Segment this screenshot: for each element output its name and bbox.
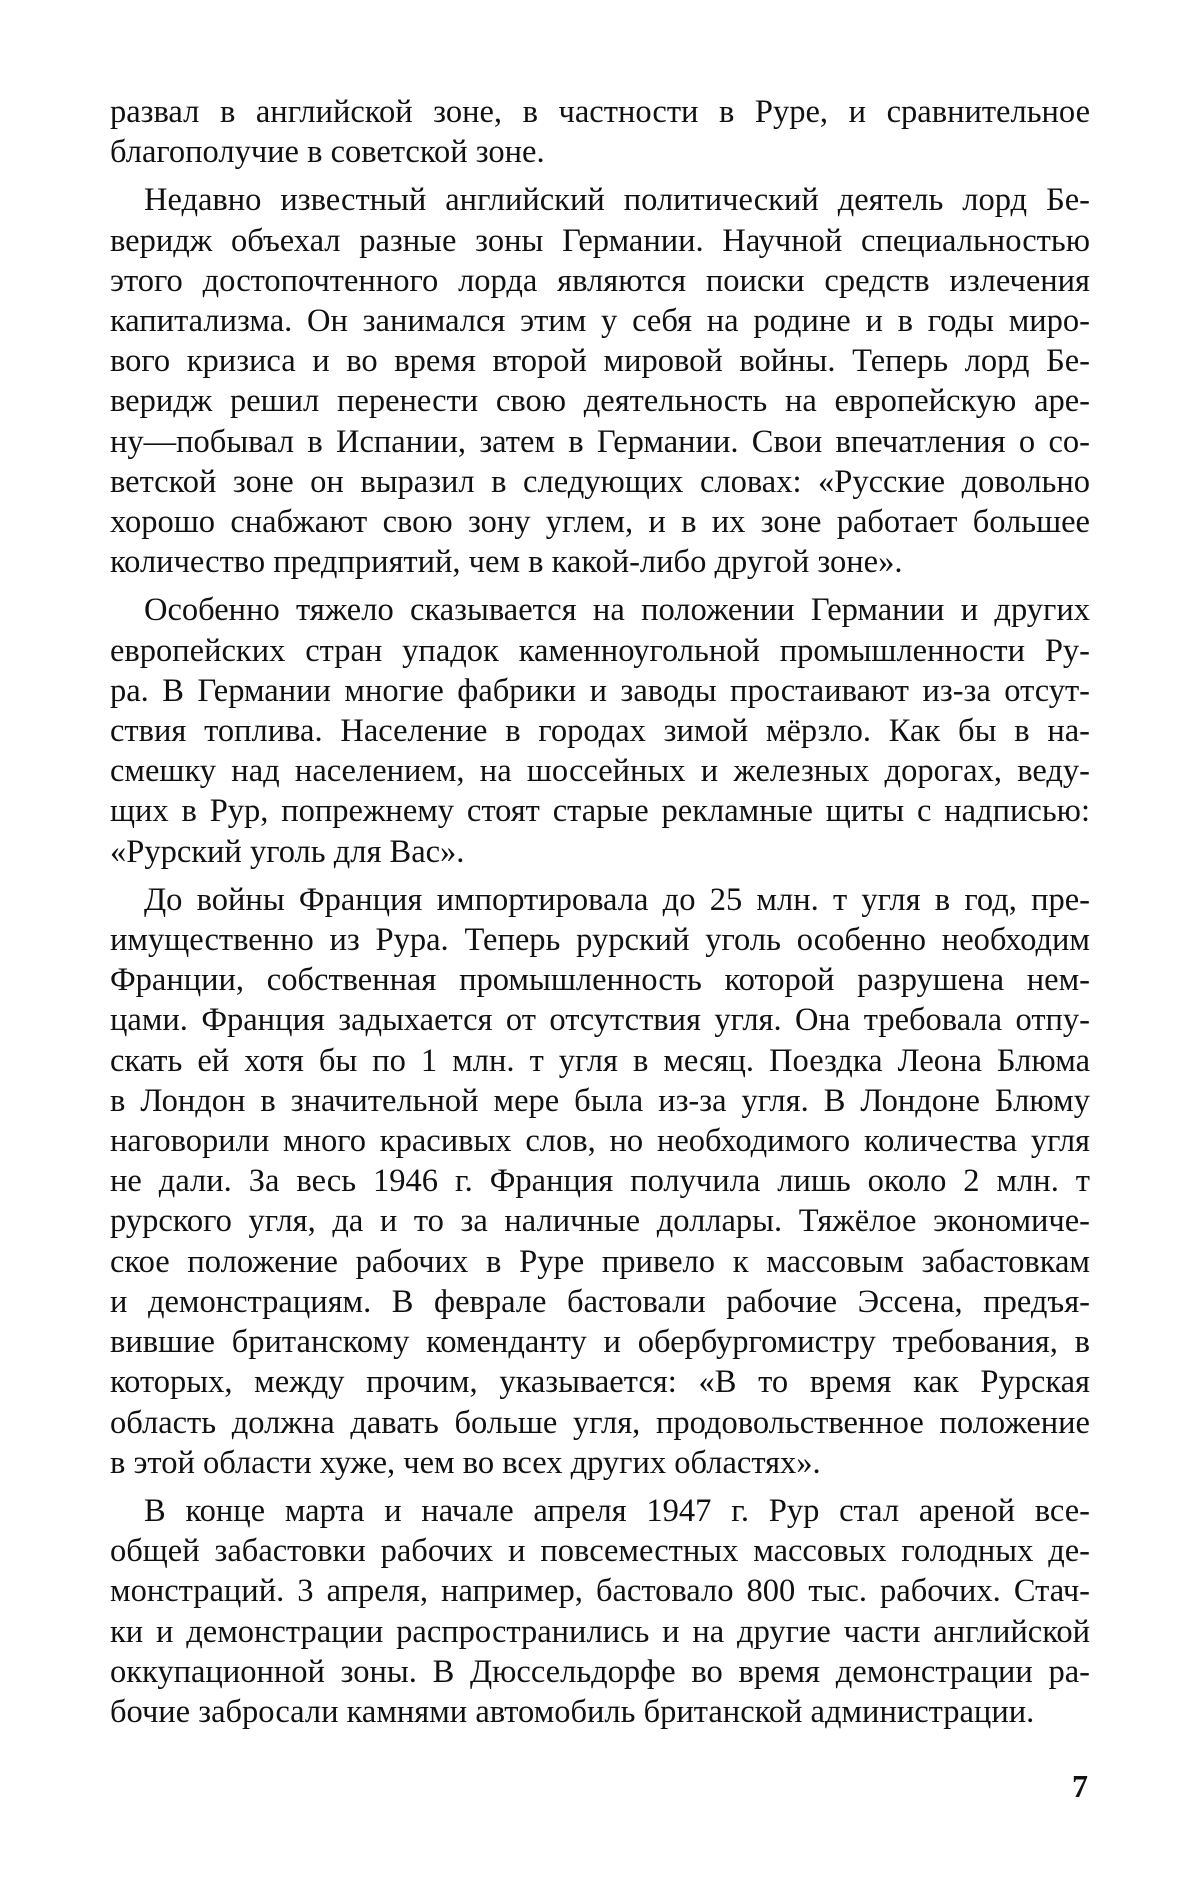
paragraph-4: [110, 880, 1090, 1483]
text-line: ствия топлива. Население в городах зимой мёрзло. Как бы в на-: [110, 711, 1090, 751]
text-line: монстраций. 3 апреля, например, бастовало 800 тыс. рабочих. Стач-: [110, 1571, 1090, 1611]
text-line: «Рурский уголь для Вас».: [110, 832, 1090, 872]
text-line: ское положение рабочих в Руре привело к массовым забастовкам: [110, 1242, 1090, 1282]
text-line: Франции, собственная промышленность которой разрушена нем-: [110, 960, 1090, 1000]
paragraph-2: [110, 180, 1090, 582]
text-line: хорошо снабжают свою зону углем, и в их зоне работает большее: [110, 502, 1090, 542]
text-line: имущественно из Рура. Теперь рурский уголь особенно необходим: [110, 920, 1090, 960]
document-page: [0, 0, 1200, 1897]
text-line: щих в Рур, попрежнему стоят старые рекламные щиты с надписью:: [110, 791, 1090, 831]
text-line: капитализма. Он занимался этим у себя на родине и в годы миро-: [110, 301, 1090, 341]
paragraph-5: [110, 1491, 1090, 1732]
body-text: [110, 92, 1090, 1732]
text-line: ветской зоне он выразил в следующих словах: «Русские довольно: [110, 462, 1090, 502]
text-line: развал в английской зоне, в частности в Руре, и сравнительное: [110, 92, 1090, 132]
text-line: и демонстрациям. В феврале бастовали рабочие Эссена, предъя-: [110, 1282, 1090, 1322]
text-line: бочие забросали камнями автомобиль британской администрации.: [110, 1692, 1090, 1732]
text-line: рурского угля, да и то за наличные доллары. Тяжёлое экономиче-: [110, 1201, 1090, 1241]
text-line: наговорили много красивых слов, но необходимого количества угля: [110, 1121, 1090, 1161]
text-line: этого достопочтенного лорда являются поиски средств излечения: [110, 261, 1090, 301]
text-line: До войны Франция импортировала до 25 млн. т угля в год, пре-: [110, 880, 1090, 920]
text-line: количество предприятий, чем в какой-либо другой зоне».: [110, 542, 1090, 582]
text-line: область должна давать больше угля, продовольственное положение: [110, 1403, 1090, 1443]
text-line: в этой области хуже, чем во всех других областях».: [110, 1443, 1090, 1483]
text-line: вого кризиса и во время второй мировой войны. Теперь лорд Бе-: [110, 341, 1090, 381]
text-line: общей забастовки рабочих и повсеместных массовых голодных де-: [110, 1531, 1090, 1571]
text-line: европейских стран упадок каменноугольной промышленности Ру-: [110, 631, 1090, 671]
text-line: Особенно тяжело сказывается на положении Германии и других: [110, 590, 1090, 630]
text-line: благополучие в советской зоне.: [110, 132, 1090, 172]
paragraph-3: [110, 590, 1090, 871]
text-line: Недавно известный английский политический деятель лорд Бе-: [110, 180, 1090, 220]
text-line: цами. Франция задыхается от отсутствия угля. Она требовала отпу-: [110, 1000, 1090, 1040]
text-line: вившие британскому коменданту и обербургомистру требования, в: [110, 1322, 1090, 1362]
text-line: ну—побывал в Испании, затем в Германии. Свои впечатления о со-: [110, 422, 1090, 462]
text-line: В конце марта и начале апреля 1947 г. Рур стал ареной все-: [110, 1491, 1090, 1531]
text-line: которых, между прочим, указывается: «В то время как Рурская: [110, 1362, 1090, 1402]
text-line: в Лондон в значительной мере была из-за угля. В Лондоне Блюму: [110, 1081, 1090, 1121]
text-line: смешку над населением, на шоссейных и железных дорогах, веду-: [110, 751, 1090, 791]
page-number: 7: [1072, 1768, 1088, 1804]
text-line: ра. В Германии многие фабрики и заводы простаивают из-за отсут-: [110, 671, 1090, 711]
text-line: скать ей хотя бы по 1 млн. т угля в месяц. Поездка Леона Блюма: [110, 1041, 1090, 1081]
paragraph-1: [110, 92, 1090, 172]
text-line: ки и демонстрации распространились и на другие части английской: [110, 1612, 1090, 1652]
text-line: веридж объехал разные зоны Германии. Научной специальностью: [110, 221, 1090, 261]
text-line: не дали. За весь 1946 г. Франция получила лишь около 2 млн. т: [110, 1161, 1090, 1201]
text-line: веридж решил перенести свою деятельность на европейскую аре-: [110, 381, 1090, 421]
text-line: оккупационной зоны. В Дюссельдорфе во время демонстрации ра-: [110, 1652, 1090, 1692]
